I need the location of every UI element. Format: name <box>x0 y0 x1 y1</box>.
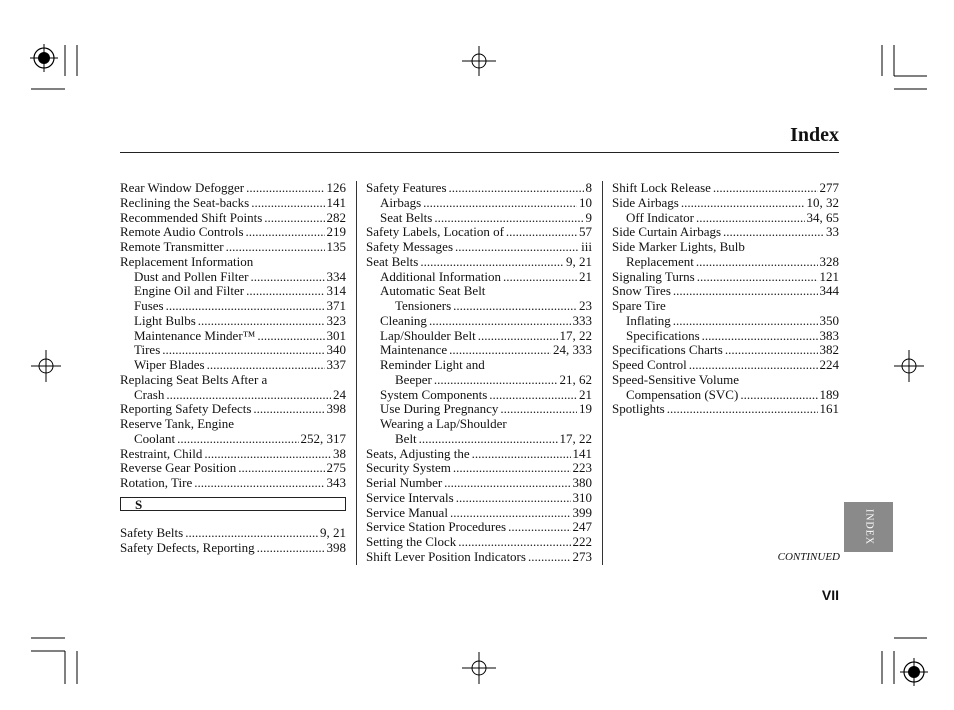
index-entry <box>612 358 839 373</box>
entry-page-ref[interactable]: 343 <box>326 475 346 490</box>
dot-leader <box>166 299 325 314</box>
title-rule <box>120 152 839 153</box>
entry-page-ref[interactable]: 121 <box>819 268 839 284</box>
entry-term: Seat Belts <box>366 253 419 269</box>
dot-leader <box>162 343 324 358</box>
page-title: Index <box>790 124 839 146</box>
dot-leader <box>696 211 805 226</box>
entry-term: Maintenance <box>380 342 448 358</box>
entry-page-ref[interactable]: 382 <box>819 342 839 358</box>
entry-page-ref[interactable]: 141 <box>572 445 592 461</box>
continued-label: CONTINUED <box>777 551 840 563</box>
entry-page-ref[interactable]: 9, 21 <box>566 253 592 269</box>
index-entry-heading: Reserve Tank, Engine <box>120 416 235 431</box>
entry-term: Cleaning <box>380 312 427 328</box>
dot-leader <box>489 388 577 403</box>
entry-page-ref[interactable]: 141 <box>326 194 346 210</box>
index-entry <box>366 255 592 270</box>
dot-leader <box>713 181 818 196</box>
index-entry-heading: Automatic Seat Belt <box>380 283 486 299</box>
entry-term: Remote Transmitter <box>120 239 224 254</box>
entry-page-ref[interactable]: 33 <box>826 224 839 240</box>
entry-page-ref[interactable]: 21, 62 <box>559 371 592 387</box>
entry-term: Compensation (SVC) <box>626 386 739 402</box>
dot-leader <box>723 225 824 240</box>
entry-term: Snow Tires <box>612 283 671 299</box>
dot-leader <box>455 240 579 255</box>
index-entry <box>612 270 839 285</box>
page-number: VII <box>821 587 839 603</box>
entry-term: Signaling Turns <box>612 268 695 284</box>
entry-page-ref[interactable]: 161 <box>819 401 839 417</box>
entry-page-ref[interactable]: 398 <box>326 539 346 555</box>
index-entry-heading: Reminder Light and <box>380 357 485 372</box>
dot-leader <box>673 314 818 329</box>
entry-page-ref[interactable]: 282 <box>326 209 346 225</box>
entry-page-ref[interactable]: iii <box>581 239 592 254</box>
index-entry <box>612 388 839 403</box>
entry-term: Coolant <box>134 430 176 446</box>
dot-leader <box>453 461 571 476</box>
entry-term: Rotation, Tire <box>120 475 193 490</box>
index-entry <box>612 314 839 329</box>
index-entry <box>366 240 592 255</box>
index-entry <box>366 506 592 521</box>
entry-page-ref[interactable]: 224 <box>819 357 839 372</box>
dot-leader <box>697 270 818 285</box>
dot-leader <box>250 270 324 285</box>
index-entry-heading: Speed-Sensitive Volume <box>612 371 739 387</box>
entry-page-ref[interactable]: 310 <box>572 489 592 505</box>
dot-leader <box>453 299 577 314</box>
entry-term: Crash <box>134 386 165 402</box>
entry-page-ref[interactable]: 314 <box>326 283 346 299</box>
entry-page-ref[interactable]: 57 <box>579 224 592 240</box>
index-entry-heading: Wearing a Lap/Shoulder <box>380 416 507 431</box>
entry-term: Rear Window Defogger <box>120 180 245 195</box>
entry-page-ref[interactable]: 398 <box>326 401 346 417</box>
dot-leader <box>257 541 325 556</box>
entry-page-ref[interactable]: 383 <box>819 327 839 343</box>
entry-term: Spotlights <box>612 401 665 417</box>
dot-leader <box>420 255 564 270</box>
dot-leader <box>194 476 324 491</box>
entry-page-ref[interactable]: 219 <box>326 224 346 240</box>
entry-term: Safety Belts <box>120 524 184 540</box>
entry-term: Reporting Safety Defects <box>120 401 252 417</box>
dot-leader <box>246 181 324 196</box>
entry-page-ref[interactable]: 189 <box>819 386 839 402</box>
index-entry <box>120 541 346 556</box>
entry-page-ref[interactable]: 21 <box>579 386 592 402</box>
index-entry-heading: Replacement Information <box>120 253 254 269</box>
index-entry <box>366 432 592 447</box>
entry-term: Maintenance Minder™ <box>134 327 256 343</box>
entry-term: Safety Messages <box>366 239 454 254</box>
dot-leader <box>434 373 558 388</box>
index-entry <box>366 196 592 211</box>
dot-leader <box>456 491 571 506</box>
index-entry <box>366 211 592 226</box>
entry-term: Specifications <box>626 327 700 343</box>
entry-term: Tires <box>134 342 161 358</box>
entry-term: Security System <box>366 460 451 476</box>
index-entry <box>612 196 839 211</box>
index-entry <box>612 225 839 240</box>
entry-page-ref[interactable]: 10 <box>579 194 592 210</box>
index-entry <box>612 284 839 299</box>
entry-term: Remote Audio Controls <box>120 224 244 240</box>
index-entry <box>120 211 346 226</box>
entry-term: Speed Control <box>612 357 687 372</box>
dot-leader <box>434 211 583 226</box>
dot-leader <box>472 447 571 462</box>
entry-page-ref[interactable]: 19 <box>579 401 592 417</box>
index-entry <box>366 476 592 491</box>
entry-term: Engine Oil and Filter <box>134 283 245 299</box>
dot-leader <box>528 550 571 565</box>
dot-leader <box>667 402 818 417</box>
side-tab-label: INDEX <box>863 508 874 546</box>
entry-page-ref[interactable]: 328 <box>819 253 839 269</box>
entry-page-ref[interactable]: 223 <box>572 460 592 476</box>
dot-leader <box>681 196 805 211</box>
index-entry <box>366 270 592 285</box>
entry-term: Safety Features <box>366 180 447 195</box>
entry-page-ref[interactable]: 301 <box>326 327 346 343</box>
dot-leader <box>264 211 324 226</box>
entry-term: Restraint, Child <box>120 445 203 461</box>
dot-leader <box>449 181 584 196</box>
index-entry <box>120 358 346 373</box>
dot-leader <box>257 329 324 344</box>
entry-term: Seats, Adjusting the <box>366 445 470 461</box>
entry-page-ref[interactable]: 17, 22 <box>559 327 592 343</box>
index-entry <box>120 270 346 285</box>
entry-page-ref[interactable]: 275 <box>326 460 346 476</box>
entry-term: Fuses <box>134 298 164 313</box>
dot-leader <box>423 196 577 211</box>
index-entry <box>120 240 346 255</box>
index-entry <box>120 388 346 403</box>
entry-term: Service Intervals <box>366 489 454 505</box>
entry-page-ref[interactable]: 333 <box>572 312 592 328</box>
index-entry-heading: Side Marker Lights, Bulb <box>612 239 745 254</box>
entry-term: Reclining the Seat-backs <box>120 194 250 210</box>
entry-page-ref[interactable]: 337 <box>326 357 346 372</box>
index-side-tab[interactable] <box>844 502 893 552</box>
index-entry <box>120 402 346 417</box>
dot-leader <box>696 255 818 270</box>
entry-term: Belt <box>395 430 417 446</box>
entry-page-ref[interactable]: 17, 22 <box>559 430 592 446</box>
entry-page-ref[interactable]: 340 <box>326 342 346 358</box>
index-entry <box>366 402 592 417</box>
dot-leader <box>238 461 324 476</box>
index-entry <box>612 343 839 358</box>
entry-term: Shift Lock Release <box>612 180 711 195</box>
index-entry <box>120 461 346 476</box>
dot-leader <box>166 388 331 403</box>
entry-term: Wiper Blades <box>134 357 205 372</box>
dot-leader <box>478 329 558 344</box>
entry-term: System Components <box>380 386 488 402</box>
entry-page-ref[interactable]: 247 <box>572 519 592 535</box>
index-entry <box>612 211 839 226</box>
entry-term: Reverse Gear Position <box>120 460 237 476</box>
dot-leader <box>246 225 325 240</box>
index-entry <box>120 181 346 196</box>
index-entry-heading: Replacing Seat Belts After a <box>120 371 268 387</box>
index-entry <box>366 550 592 565</box>
index-entry <box>366 329 592 344</box>
entry-term: Side Airbags <box>612 194 679 210</box>
entry-page-ref[interactable]: 222 <box>572 534 592 549</box>
index-entry-heading: Spare Tire <box>612 298 666 313</box>
dot-leader <box>725 343 818 358</box>
entry-page-ref[interactable]: 135 <box>326 239 346 254</box>
index-entry <box>366 388 592 403</box>
entry-term: Use During Pregnancy <box>380 401 499 417</box>
entry-term: Serial Number <box>366 475 443 490</box>
entry-page-ref[interactable]: 277 <box>819 180 839 195</box>
entry-page-ref[interactable]: 380 <box>572 475 592 490</box>
entry-term: Side Curtain Airbags <box>612 224 722 240</box>
entry-term: Specifications Charts <box>612 342 723 358</box>
entry-page-ref[interactable]: 38 <box>333 445 346 461</box>
column-divider <box>602 181 603 565</box>
entry-page-ref[interactable]: 323 <box>326 312 346 328</box>
index-entry <box>120 225 346 240</box>
dot-leader <box>689 358 818 373</box>
dot-leader <box>185 526 318 541</box>
dot-leader <box>419 432 558 447</box>
index-entry <box>120 196 346 211</box>
index-entry <box>612 255 839 270</box>
dot-leader <box>207 358 325 373</box>
index-entry <box>612 402 839 417</box>
entry-page-ref[interactable]: 334 <box>326 268 346 284</box>
dot-leader <box>444 476 570 491</box>
entry-term: Beeper <box>395 371 432 387</box>
entry-page-ref[interactable]: 23 <box>579 298 592 313</box>
entry-term: Recommended Shift Points <box>120 209 263 225</box>
entry-page-ref[interactable]: 24 <box>333 386 346 402</box>
dot-leader <box>251 196 324 211</box>
entry-term: Safety Defects, Reporting <box>120 539 255 555</box>
entry-term: Tensioners <box>395 298 452 313</box>
index-entry <box>366 343 592 358</box>
index-entry <box>120 432 346 447</box>
dot-leader <box>740 388 817 403</box>
entry-page-ref[interactable]: 252, 317 <box>300 430 346 446</box>
entry-page-ref[interactable]: 8 <box>585 180 592 195</box>
index-entry <box>120 343 346 358</box>
dot-leader <box>506 225 577 240</box>
index-column-3 <box>612 181 839 417</box>
index-entry <box>120 299 346 314</box>
index-entry <box>366 299 592 314</box>
index-entry <box>366 461 592 476</box>
index-entry <box>366 314 592 329</box>
index-column-1 <box>120 181 346 555</box>
dot-leader <box>503 270 577 285</box>
entry-term: Light Bulbs <box>134 312 196 328</box>
entry-page-ref[interactable]: 24, 333 <box>553 342 592 358</box>
entry-term: Service Station Procedures <box>366 519 507 535</box>
index-entry <box>366 491 592 506</box>
entry-term: Safety Labels, Location of <box>366 224 504 240</box>
entry-page-ref[interactable]: 34, 65 <box>806 209 839 225</box>
index-entry <box>366 181 592 196</box>
dot-leader <box>204 447 331 462</box>
dot-leader <box>500 402 577 417</box>
entry-page-ref[interactable]: 9, 21 <box>320 524 346 540</box>
entry-term: Shift Lever Position Indicators <box>366 548 526 564</box>
entry-term: Service Manual <box>366 504 448 520</box>
dot-leader <box>702 329 818 344</box>
entry-page-ref[interactable]: 344 <box>819 283 839 299</box>
section-letter-box: S <box>120 497 346 511</box>
entry-term: Setting the Clock <box>366 534 457 549</box>
dot-leader <box>253 402 324 417</box>
entry-term: Additional Information <box>380 268 501 284</box>
dot-leader <box>246 284 324 299</box>
dot-leader <box>177 432 298 447</box>
entry-term: Replacement <box>626 253 694 269</box>
entry-page-ref[interactable]: 21 <box>579 268 592 284</box>
column-divider <box>356 181 357 565</box>
entry-page-ref[interactable]: 126 <box>326 180 346 195</box>
index-entry <box>366 225 592 240</box>
index-entry <box>120 284 346 299</box>
entry-term: Dust and Pollen Filter <box>134 268 249 284</box>
entry-page-ref[interactable]: 350 <box>819 312 839 328</box>
dot-leader <box>458 535 570 550</box>
dot-leader <box>508 520 570 535</box>
index-entry <box>366 373 592 388</box>
entry-page-ref[interactable]: 399 <box>572 504 592 520</box>
entry-term: Off Indicator <box>626 209 694 225</box>
entry-term: Lap/Shoulder Belt <box>380 327 476 343</box>
entry-term: Airbags <box>380 194 422 210</box>
dot-leader <box>429 314 571 329</box>
entry-page-ref[interactable]: 10, 32 <box>806 194 839 210</box>
index-entry <box>120 447 346 462</box>
index-entry <box>120 314 346 329</box>
index-entry <box>366 447 592 462</box>
index-entry <box>612 329 839 344</box>
index-column-2 <box>366 181 592 565</box>
index-entry <box>120 329 346 344</box>
entry-term: Seat Belts <box>380 209 433 225</box>
entry-page-ref[interactable]: 9 <box>585 209 592 225</box>
dot-leader <box>450 506 571 521</box>
entry-page-ref[interactable]: 273 <box>572 548 592 564</box>
dot-leader <box>198 314 325 329</box>
entry-term: Inflating <box>626 312 671 328</box>
index-entry <box>366 535 592 550</box>
dot-leader <box>673 284 818 299</box>
index-entry <box>612 181 839 196</box>
index-entry <box>120 526 346 541</box>
entry-page-ref[interactable]: 371 <box>326 298 346 313</box>
index-entry <box>366 520 592 535</box>
dot-leader <box>449 343 551 358</box>
index-entry <box>120 476 346 491</box>
dot-leader <box>226 240 325 255</box>
